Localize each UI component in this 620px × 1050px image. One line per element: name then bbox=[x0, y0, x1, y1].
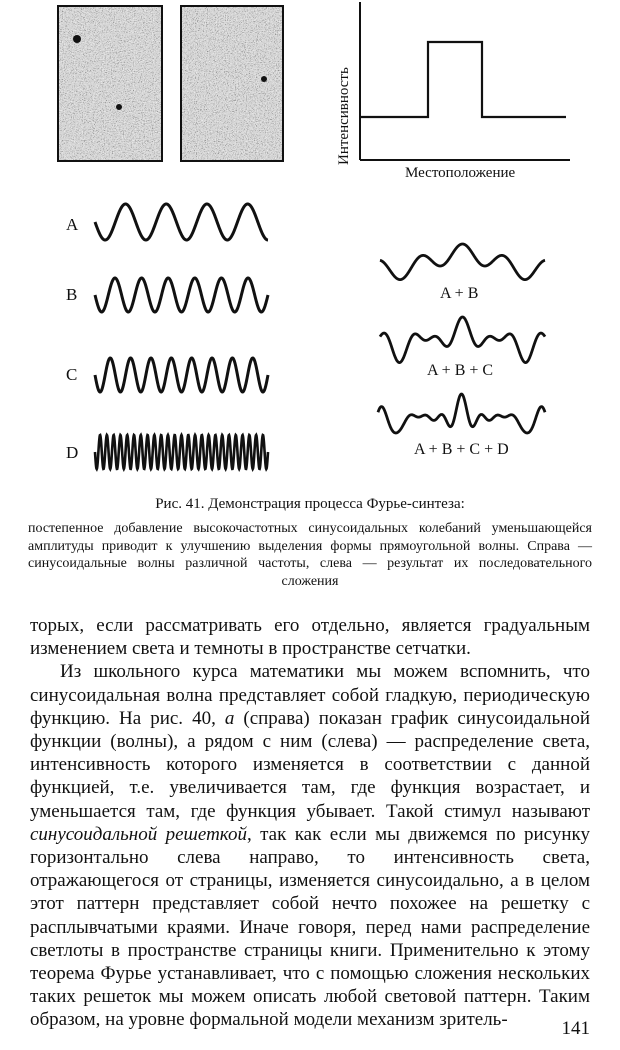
wave-label-c: C bbox=[66, 365, 78, 384]
paragraph-2-part-3: , так как если мы движемся по рисунку горизонтально слева направо, то интенсивность света, отражающегося от страницы, изменяется синусоидально, а в целом этот паттерн представляет собой нечто похожее на решетку с расплывчатыми краями. Иначе говоря, перед нами распределение светлоты в пространстве страницы книги. Применительно к этому теорема Фурье устанавливает, что с помощью сложения нескольких таких решеток мы можем описать любой световой паттерн. Таким образом, на уровне формальной модели механизм зритель- bbox=[30, 823, 590, 1031]
sum-label-abcd: A + B + C + D bbox=[414, 441, 509, 458]
sum-abc-wave bbox=[380, 317, 545, 363]
figure-reference: а bbox=[224, 707, 235, 729]
wave-label-d: D bbox=[66, 443, 79, 462]
waves-figure bbox=[0, 190, 620, 490]
intensity-graph bbox=[330, 0, 580, 190]
sum-label-ab: A + B bbox=[440, 285, 479, 302]
wave-b bbox=[95, 278, 268, 312]
wave-d bbox=[95, 435, 268, 469]
grating-photo-left bbox=[57, 5, 163, 162]
grating-photo-right bbox=[180, 5, 284, 162]
square-pulse bbox=[360, 42, 566, 117]
figure-caption-title: Рис. 41. Демонстрация процесса Фурье-синтеза: bbox=[155, 496, 465, 512]
x-axis-label: Местоположение bbox=[405, 165, 516, 181]
body-text bbox=[30, 614, 590, 1032]
paragraph-2 bbox=[30, 660, 590, 1031]
page-number: 141 bbox=[561, 1018, 590, 1039]
sum-abcd-wave bbox=[378, 394, 545, 433]
figure-caption-body: постепенное добавление высокочастотных синусоидальных колебаний уменьшающейся амплитуды приводит к улучшению выделения формы прямоугольной волны. Справа — синусоидальные волны различной частоты, слева — результат их последовательного сложения bbox=[28, 521, 592, 589]
sum-ab-wave bbox=[380, 244, 545, 280]
paragraph-2-part-2: (справа) показан график синусоидальной функции (волны), а рядом с ним (слева) — распределение света, интенсивность которого изменяется в соответствии с данной функцией, т.е. увеличивается там, где функция возрастает, и уменьшается там, где функция убывает. Такой стимул называют bbox=[30, 707, 590, 822]
paragraph-1: торых, если рассматривать его отдельно, является градуальным изменением света и темноты в пространстве сетчатки. bbox=[30, 615, 590, 660]
wave-label-a: A bbox=[66, 215, 79, 234]
sum-label-abc: A + B + C bbox=[427, 362, 494, 379]
y-axis-label: Интенсивность bbox=[336, 67, 352, 165]
wave-a bbox=[95, 204, 268, 240]
paragraph-2-part-1: Из школьного курса математики мы можем вспомнить, что синусоидальная волна представляет собой гладкую, периодическую функцию. На рис. 40, bbox=[30, 661, 590, 729]
italic-term: синусоидальной решеткой bbox=[30, 823, 247, 845]
wave-c bbox=[95, 358, 268, 392]
wave-label-b: B bbox=[66, 285, 78, 304]
